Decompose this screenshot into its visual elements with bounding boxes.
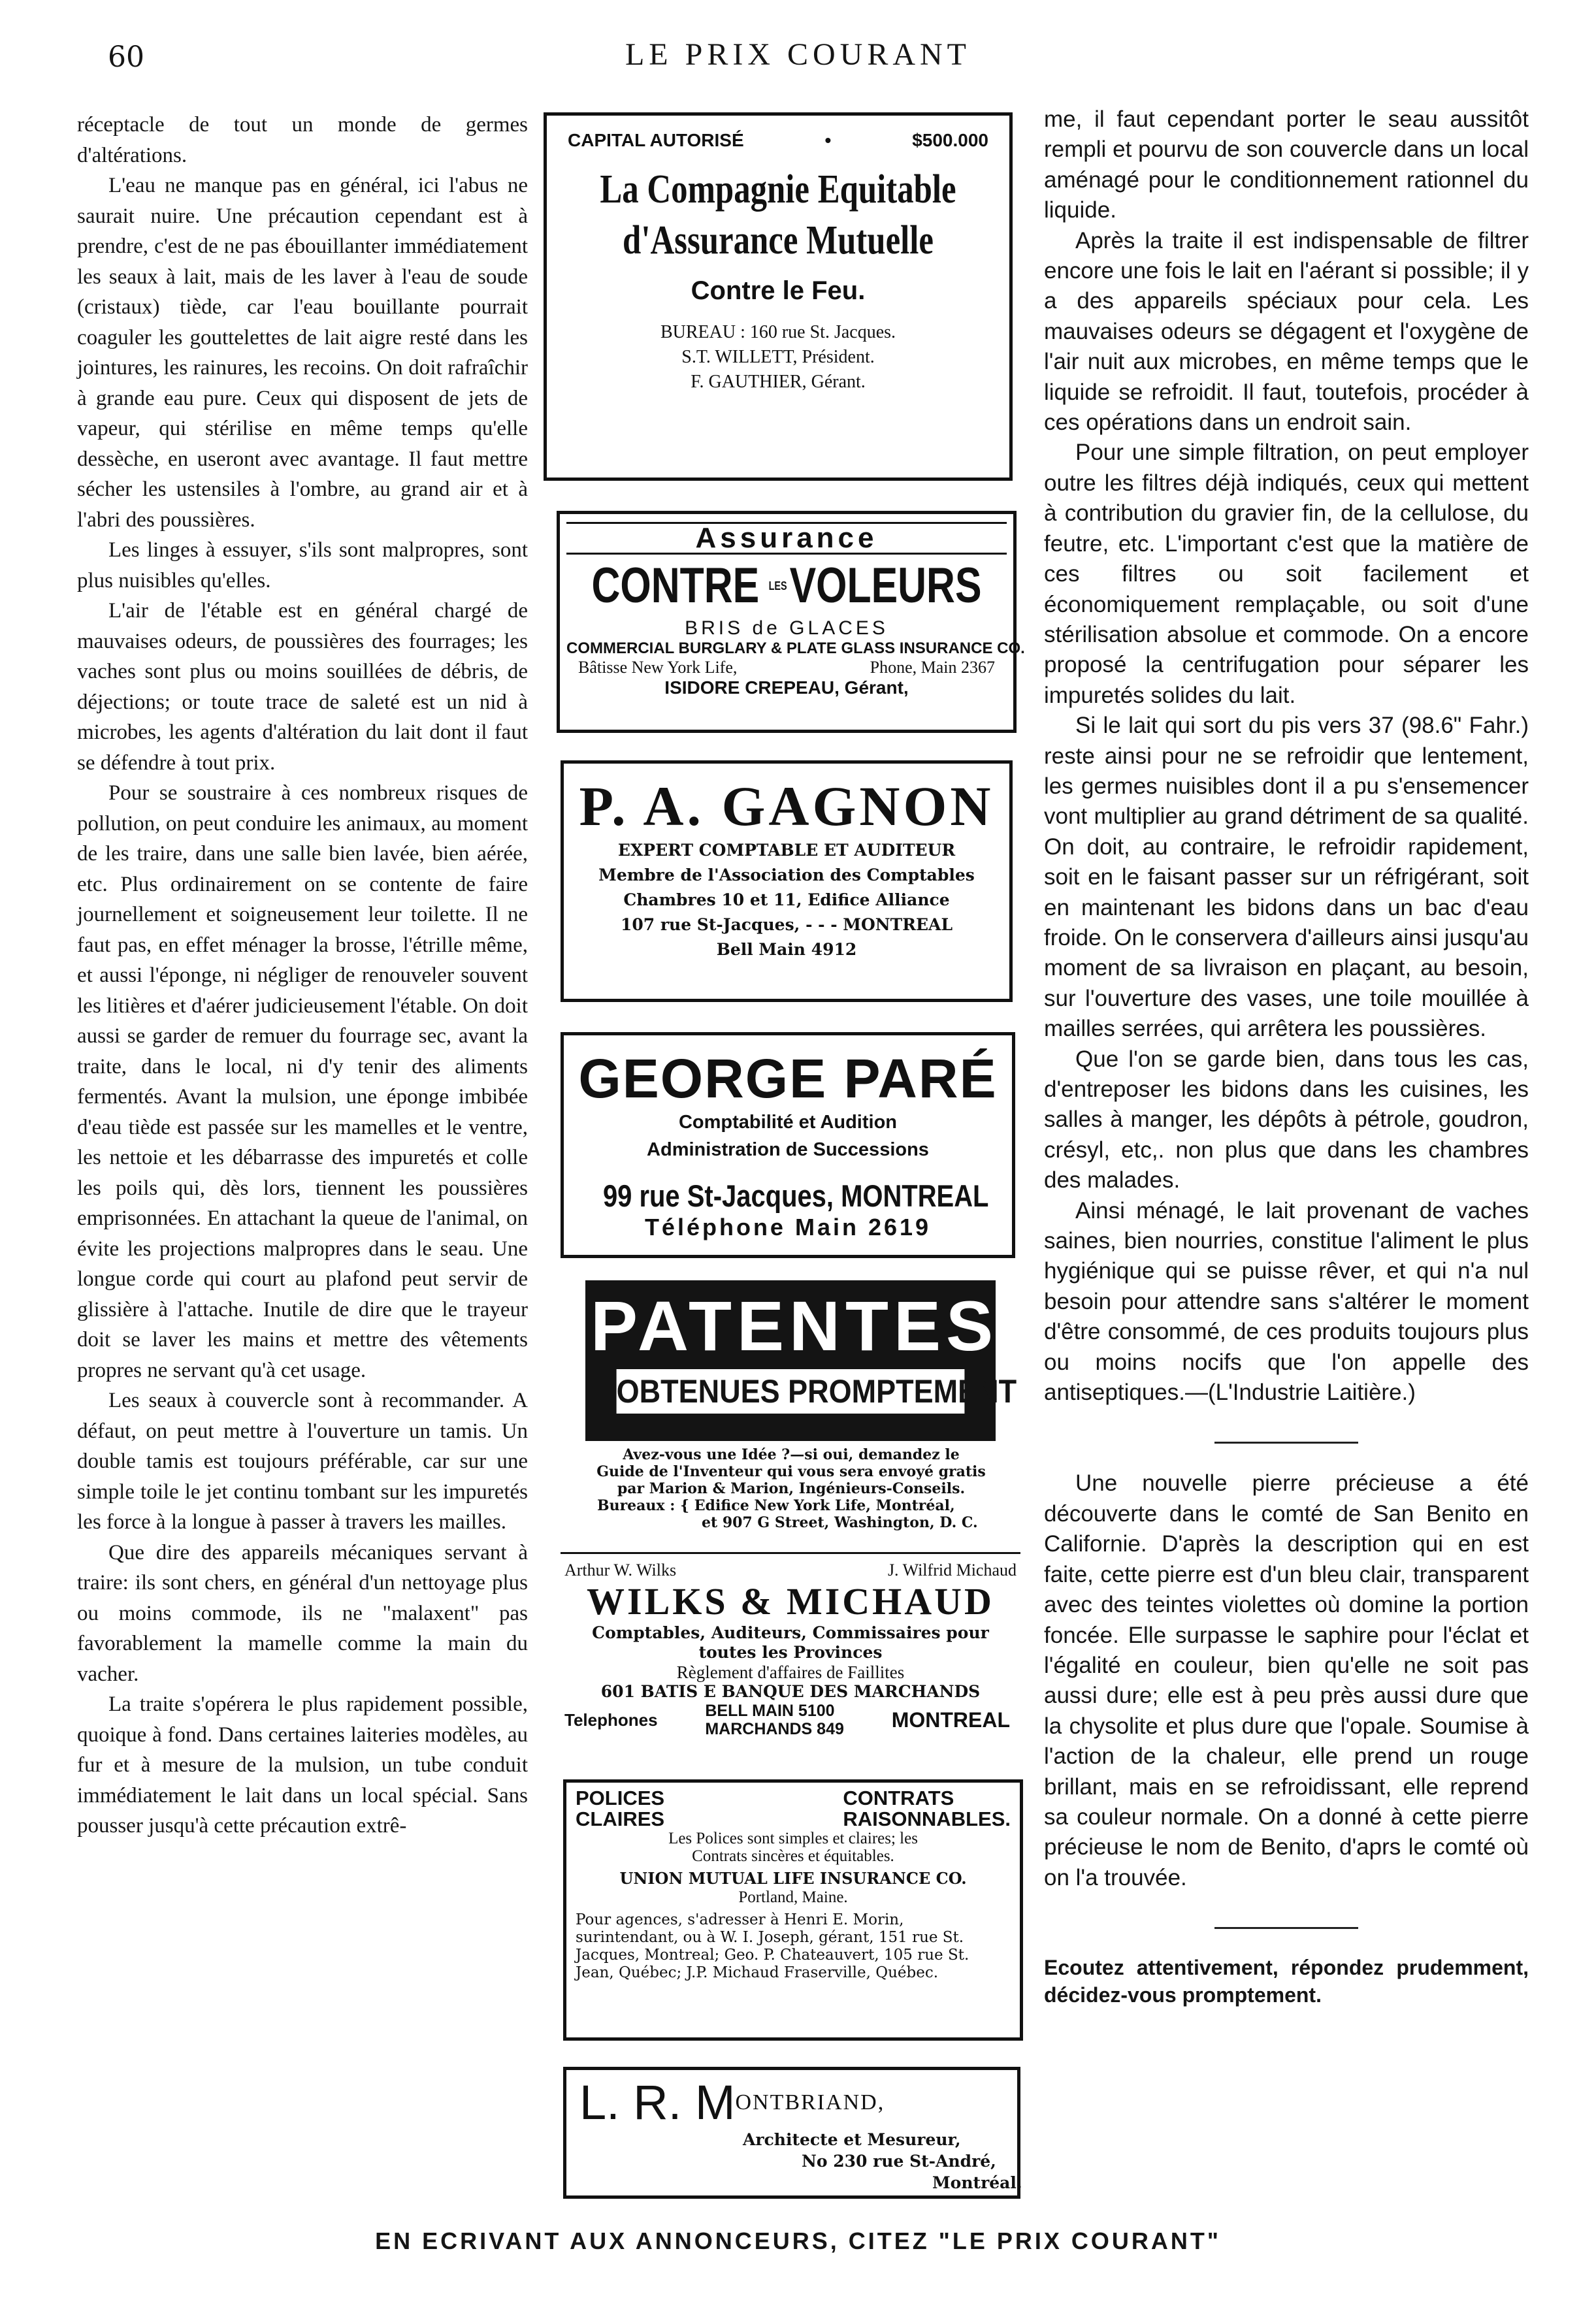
ad-line: EXPERT COMPTABLE ET AUDITEUR (617, 841, 956, 860)
phone-bell: BELL MAIN 5100 (705, 1702, 835, 1720)
contre-text: CONTRE (591, 558, 760, 613)
paragraph: Après la traite il est indispensable de filtrer encore une fois le lait en l'aérant si possible; il y a des appareils spéciaux pour cela. Les mauvaises odeurs se dégagent et l'oxygène de l'air nuit aux microbes, en même temps que le liquide se refroidit. Il faut, toutefois, procéder à ces opérations dans un endroit sain. (1044, 227, 1529, 436)
paragraph: Pour se soustraire à ces nombreux risques de pollution, on peut conduire les animaux, au moment de les traire, dans une salle bien lavée, bien aérée, etc. Plus ordinairement on se contente de faire journellement et soigneusement leur toilette. Il ne faut pas, en effet ménager la brosse, l'étrille même, et aussi l'éponge, ni négliger de renouveler souvent les litières et d'aérer judicieusement l'étable. On doit aussi se garder de remuer du fourrage sec, avant la traite, dans le local, ni d'y tenir des aliments fermentés. Avant la mulsion, une éponge imbibée d'eau tiède est passée sur les mamelles et le ventre, les nettoie et les débarrasse des impuretés et colle les poils qui, dès lors, tiennent les poussières emprisonnées. En attachant la queue de l'animal, on évite les projections malpropres dans le seau. Une longue corde qui court au plafond peut servir de glissière à l'attache. Inutile de dire que le trayeur doit se laver les mains et mettre des vêtements propres ne servant qu'à cet usage. (77, 781, 528, 1382)
batisse: Bâtisse New York Life, (578, 658, 738, 677)
paragraph: Si le lait qui sort du pis vers 37 (98.6" Fahr.) reste ainsi pour ne se refroidir que lentement, les germes nuisibles dont il a pu s'ensemencer vont multiplier au grand détriment de sa qualité. On doit, au contraire, le refroidir rapidement, soit en le faisant passer sur un réfrigérant, soit en maintenant les bidons dans un bac d'eau froide. On le conservera d'ailleurs ainsi jusqu'au moment de sa livraison en plaçant, au besoin, sur l'ouverture des vases, une toile mouillée à mailles serrées, qui arrêtera les poussières. (1044, 713, 1529, 1042)
contre-voleurs (591, 555, 982, 617)
page-number: 60 (108, 40, 144, 74)
telephone-numbers (705, 1702, 844, 1738)
capital-row (559, 130, 998, 151)
paragraph: me, il faut cependant porter le seau aussitôt rempli et pourvu de son couvercle dans un local aménagé pour le conditionnement rationnel du liquide. (1044, 106, 1529, 223)
ad-line: toutes les Provinces (698, 1643, 883, 1662)
company-name-line2: d'Assurance Mutuelle (623, 218, 934, 263)
ad-line: Comptabilité et Audition (678, 1112, 897, 1133)
partner-right: J. Wilfrid Michaud (887, 1561, 1017, 1579)
ad-line: Contrats sincères et équitables. (692, 1847, 894, 1865)
firm-name: WILKS & MICHAUD (587, 1580, 994, 1623)
paragraph: La traite s'opérera le plus rapidement possible, quoique à fond. Dans certaines laiteries modèles, au fur et à mesure de la mulsion, un tube conduit immédiatement le lait dans un local spécial. Sans pousser jusqu'à cette précaution extrê- (77, 1693, 528, 1838)
partner-left: Arthur W. Wilks (564, 1561, 677, 1579)
ad-line: Guide de l'Inventeur qui vous sera envoyé gratis (596, 1463, 986, 1480)
paragraph: Les linges à essuyer, s'ils sont malpropres, sont plus nuisibles qu'elles. (77, 538, 528, 592)
separator (1214, 1442, 1358, 1444)
ad-equitable (544, 112, 1013, 481)
address-row (566, 658, 1007, 677)
paragraph: Que dire des appareils mécaniques servant à traire: ils sont chers, en général d'un nettoyage plus ou moins commode, ils ne "malaxent" pas favorablement la mamelle comme la main du vacher. (77, 1540, 528, 1686)
paragraph: L'eau ne manque pas en général, ici l'abus ne saurait nuire. Une précaution cependant est à prendre, c'est de ne pas ébouillanter immédiatement les seaux à lait, mais de les laver à l'eau de soude (cristaux) tiède, car l'eau bouillante pourrait coaguler les gouttelettes de lait aigre resté dans les jointures, les rainures, les recoins. On doit rafraîchir à grande eau pure. Ceux qui disposent de jets de vapeur, qui stérilise en même temps qu'elle dessèche, en useront avec avantage. Il faut mettre sécher les ustensiles à l'ombre, au grand air et à l'abri des poussières. (77, 174, 528, 532)
ad-gagnon (561, 760, 1013, 1002)
phone: Phone, Main 2367 (870, 658, 995, 677)
patentes-title: PATENTES (591, 1286, 999, 1365)
ad-montbriand (563, 2067, 1020, 2199)
ad-line: par Marion & Marion, Ingénieurs-Conseils. (617, 1480, 966, 1497)
ad-line: No 230 rue St-André, (802, 2152, 996, 2171)
address: 99 rue St-Jacques, MONTREAL (602, 1178, 989, 1213)
paragraph: L'air de l'étable est en général chargé de mauvaises odeurs, de poussières des fourrages; les vaches sont plus ou moins souillées de débris, de déjections; or toute trace de saleté est un nid à microbes, les agents d'altération du lait dont il faut se défendre à tout prix. (77, 599, 528, 775)
right-column (1044, 105, 1529, 2009)
paragraph: Les seaux à couvercle sont à recommander. A défaut, on peut mettre à l'ouverture un tamis. Un double tamis est toujours préférable, car sur une simple toile le jet continu tombant sur les impuretés les force à la longue à passer à travers les mailles. (77, 1389, 528, 1534)
paragraph: Que l'on se garde bien, dans tous les cas, d'entreposer les bidons dans les cuisines, les salles à manger, les dépôts à pétrole, goudron, crésyl, etc,. non plus que dans les chambres des malades. (1044, 1046, 1529, 1193)
ad-subtitle: Contre le Feu. (691, 276, 866, 305)
city: MONTREAL (891, 1708, 1010, 1732)
capital-label: CAPITAL AUTORISÉ (568, 130, 744, 150)
heading-raisonnables: RAISONNABLES. (843, 1807, 1011, 1830)
telephone-label: Telephones (564, 1709, 658, 1730)
surname: ONTBRIAND, (735, 2090, 885, 2114)
bullet: • (824, 130, 832, 150)
ad-line: et 907 G Street, Washington, D. C. (702, 1514, 978, 1531)
advertiser-name: P. A. GAGNON (579, 775, 994, 837)
ad-patentes (585, 1280, 1017, 1441)
separator (1214, 1927, 1358, 1929)
assurance-banner: Assurance (566, 522, 1007, 555)
ad-line: 601 BATIS E BANQUE DES MARCHANDS (600, 1682, 981, 1701)
president: S.T. WILLETT, Président. (681, 347, 875, 367)
phone: Téléphone Main 2619 (644, 1214, 932, 1240)
footer: EN ECRIVANT AUX ANNONCEURS, CITEZ "LE PRIX COURANT" (375, 2227, 1221, 2254)
heading-contrats: CONTRATS (843, 1787, 954, 1809)
initials: L. R. M (579, 2075, 736, 2130)
heading-right (843, 1788, 1011, 1830)
paragraph: réceptacle de tout un monde de germes d'altérations. (77, 113, 528, 167)
paragraph: Une nouvelle pierre précieuse a été découverte dans le comté de San Benito en Californie. D'après la description qui en est faite, cette pierre est d'un bleu clair, transparent avec des teintes violettes où domine la portion foncée. Elle surpasse le saphire pour l'éclat et l'égalité en couleur, bien qu'elle ne soit pas aussi dure; elle est à peu près aussi dure que la chysolite et plus dure que l'opale. Soumise à l'action de la chaleur, elle prend un rouge brillant, mais en se refroidissant, elle reprend sa couleur normale. On a donné à cette pierre précieuse le nom de Benito, d'aprs le comté où on l'a trouvée. (1044, 1470, 1529, 1890)
ad-headings (576, 1788, 1011, 1830)
left-column (77, 110, 528, 1841)
voleurs-text: VOLEURS (789, 558, 982, 613)
company-city: Portland, Maine. (738, 1888, 848, 1906)
bris-de-glaces: BRIS de GLACES (685, 617, 888, 639)
running-title: LE PRIX COURANT (625, 37, 971, 72)
ad-line: Comptables, Auditeurs, Commissaires pour (592, 1623, 989, 1642)
closing-note: Ecoutez attentivement, répondez prudemment, décidez-vous promptement. (1044, 1956, 1529, 2007)
advertiser-name: GEORGE PARÉ (578, 1048, 998, 1109)
telephone-row (564, 1702, 1017, 1738)
company-name-line1: La Compagnie Equitable (600, 167, 956, 212)
ad-line: Administration de Successions (647, 1139, 929, 1160)
bureau-address: BUREAU : 160 rue St. Jacques. (660, 322, 896, 342)
partner-names (564, 1561, 1017, 1580)
heading-polices: POLICES (576, 1787, 665, 1809)
ad-line: 107 rue St-Jacques, - - - MONTREAL (620, 915, 953, 934)
phone-marchands: MARCHANDS 849 (705, 1720, 844, 1738)
ad-union-mutual (563, 1779, 1023, 2041)
ad-pare (561, 1032, 1015, 1258)
ad-line: Bureaux : { Edifice New York Life, Montréal, (597, 1497, 955, 1514)
heading-claires: CLAIRES (576, 1807, 665, 1830)
ad-line: Chambres 10 et 11, Edifice Alliance (623, 890, 950, 909)
les-text: LES (768, 579, 787, 592)
patentes-text (579, 1446, 1003, 1531)
ad-wilks-michaud (561, 1552, 1020, 1758)
ad-line: Membre de l'Association des Comptables (598, 866, 975, 884)
patentes-subtitle: OBTENUES PROMPTEMENT (617, 1369, 965, 1414)
agencies: Pour agences, s'adresser à Henri E. Morin, surintendant, ou à W. I. Joseph, gérant, 151 rue St. Jacques, Montreal; Geo. P. Chateauvert, 105 rue St. Jean, Québec; J.P. Michaud Fraserville, Québec. (576, 1911, 969, 1981)
ad-line: Les Polices sont simples et claires; les (668, 1830, 918, 1847)
company-name: UNION MUTUAL LIFE INSURANCE CO. (619, 1869, 967, 1888)
ad-line: Architecte et Mesureur, (743, 2130, 961, 2149)
ad-voleurs (557, 511, 1025, 733)
ad-line: Avez-vous une Idée ?—si oui, demandez le (623, 1446, 960, 1463)
capital-value: $500.000 (912, 130, 988, 150)
heading-left (576, 1788, 664, 1830)
gerant: ISIDORE CREPEAU, Gérant, (664, 677, 909, 698)
company-name: COMMERCIAL BURGLARY & PLATE GLASS INSURANCE CO. (566, 640, 1025, 657)
gerant: F. GAUTHIER, Gérant. (691, 372, 866, 392)
ad-line: Bell Main 4912 (716, 940, 857, 959)
ad-line: Règlement d'affaires de Faillites (676, 1662, 905, 1682)
ad-line: Montréal. (932, 2173, 1022, 2192)
paragraph: Ainsi ménagé, le lait provenant de vaches saines, bien nourries, constitue l'aliment le plus hygiénique qui se puisse rêver, et qui n'a nul besoin pour attendre sans s'altérer le moment d'être consommé, de ces produits toujours plus ou moins nocifs que l'on appelle des antiseptiques.—(L'Industrie Laitière.) (1044, 1197, 1529, 1406)
advertiser-name (579, 2077, 1004, 2129)
paragraph: Pour une simple filtration, on peut employer outre les filtres déjà indiqués, ceux qui mettent à contribution du gravier fin, de la cellulose, du feutre, etc. L'important c'est que la matière de ces filtres ou soit facilement et économiquement remplaçable, ou soit d'une stérilisation absolue et commode. On a encore proposé la centrifugation pour séparer les impuretés solides du lait. (1044, 440, 1529, 708)
